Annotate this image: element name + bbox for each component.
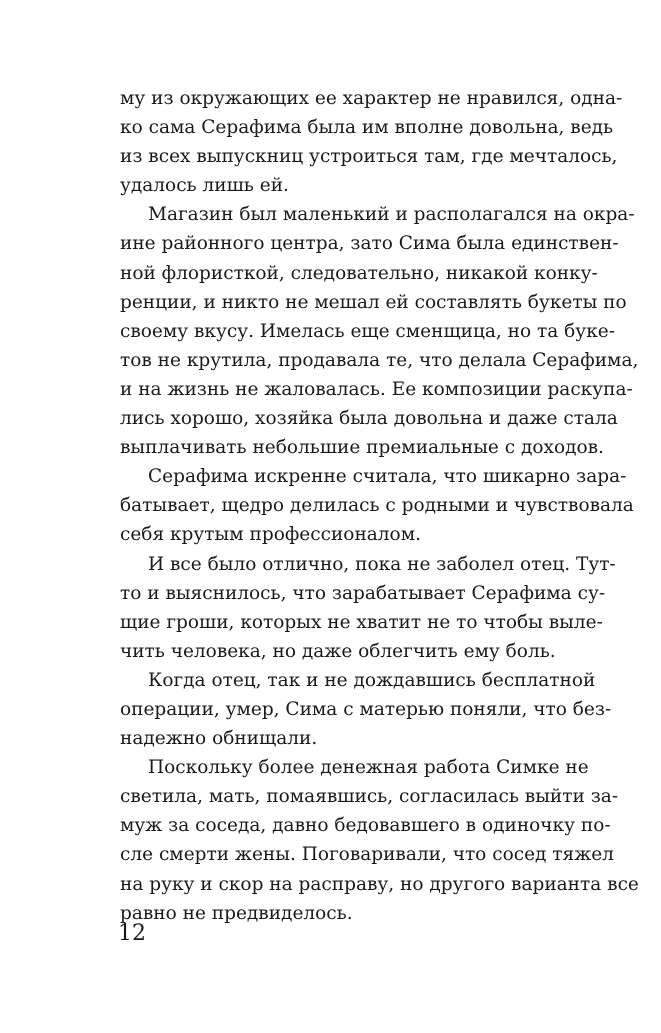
body-text — [120, 84, 639, 928]
text-line: надежно обнищали. — [120, 728, 318, 750]
text-line: Магазин был маленький и располагался на окра- — [148, 204, 635, 226]
text-line: равно не предвиделось. — [120, 902, 353, 924]
text-line: сле смерти жены. Поговаривали, что сосед тяжел — [120, 844, 614, 866]
text-line: Когда отец, так и не дождавшись бесплатной — [148, 669, 596, 691]
text-line: выплачивать небольшие премиальные с доходов. — [120, 437, 604, 459]
text-line: и на жизнь не жаловалась. Ее композиции раскупа- — [120, 378, 633, 400]
text-line: лись хорошо, хозяйка была довольна и даже стала — [120, 408, 618, 430]
text-line: батывает, щедро делилась с родными и чувствовала — [120, 495, 634, 517]
text-line: ренции, и никто не мешал ей составлять букеты по — [120, 291, 627, 313]
text-line: муж за соседа, давно бедовавшего в одиночку по- — [120, 815, 611, 837]
paragraph-6 — [120, 753, 639, 928]
paragraph-4 — [120, 550, 616, 666]
text-line: му из окружающих ее характер не нравился, одна- — [120, 88, 623, 109]
text-line: то и выяснилось, что зарабатывает Серафима су- — [120, 582, 606, 604]
text-line: Серафима искренне считала, что шикарно зара- — [148, 466, 627, 488]
text-line: себя крутым профессионалом. — [120, 524, 421, 546]
text-line: ко сама Серафима была им вполне довольна, ведь — [120, 117, 614, 139]
paragraph-2 — [120, 200, 639, 462]
text-line: светила, мать, помаявшись, согласилась выйти за- — [120, 786, 619, 808]
text-line: Поскольку более денежная работа Симке не — [148, 757, 589, 779]
text-line: из всех выпускниц устроиться там, где мечталось, — [120, 146, 618, 168]
page-number: 12 — [118, 921, 146, 946]
paragraph-5 — [120, 666, 612, 753]
paragraph-1 — [120, 84, 623, 200]
paragraph-3 — [120, 462, 634, 549]
text-line: своему вкусу. Имелась еще сменщица, но та буке- — [120, 320, 615, 342]
text-line: щие гроши, которых не хватит не то чтобы выле- — [120, 611, 603, 633]
text-line: ине районного центра, зато Сима была единствен- — [120, 233, 619, 255]
text-line: И все было отлично, пока не заболел отец. Тут- — [148, 553, 616, 575]
text-line: операции, умер, Сима с матерью поняли, что без- — [120, 698, 612, 720]
text-line: удалось лишь ей. — [120, 175, 289, 197]
text-line: чить человека, но даже облегчить ему боль. — [120, 640, 556, 662]
text-line: ной флористкой, следовательно, никакой конку- — [120, 262, 598, 284]
text-line: тов не крутила, продавала те, что делала Серафима, — [120, 349, 639, 371]
text-line: на руку и скор на расправу, но другого варианта все — [120, 873, 639, 895]
